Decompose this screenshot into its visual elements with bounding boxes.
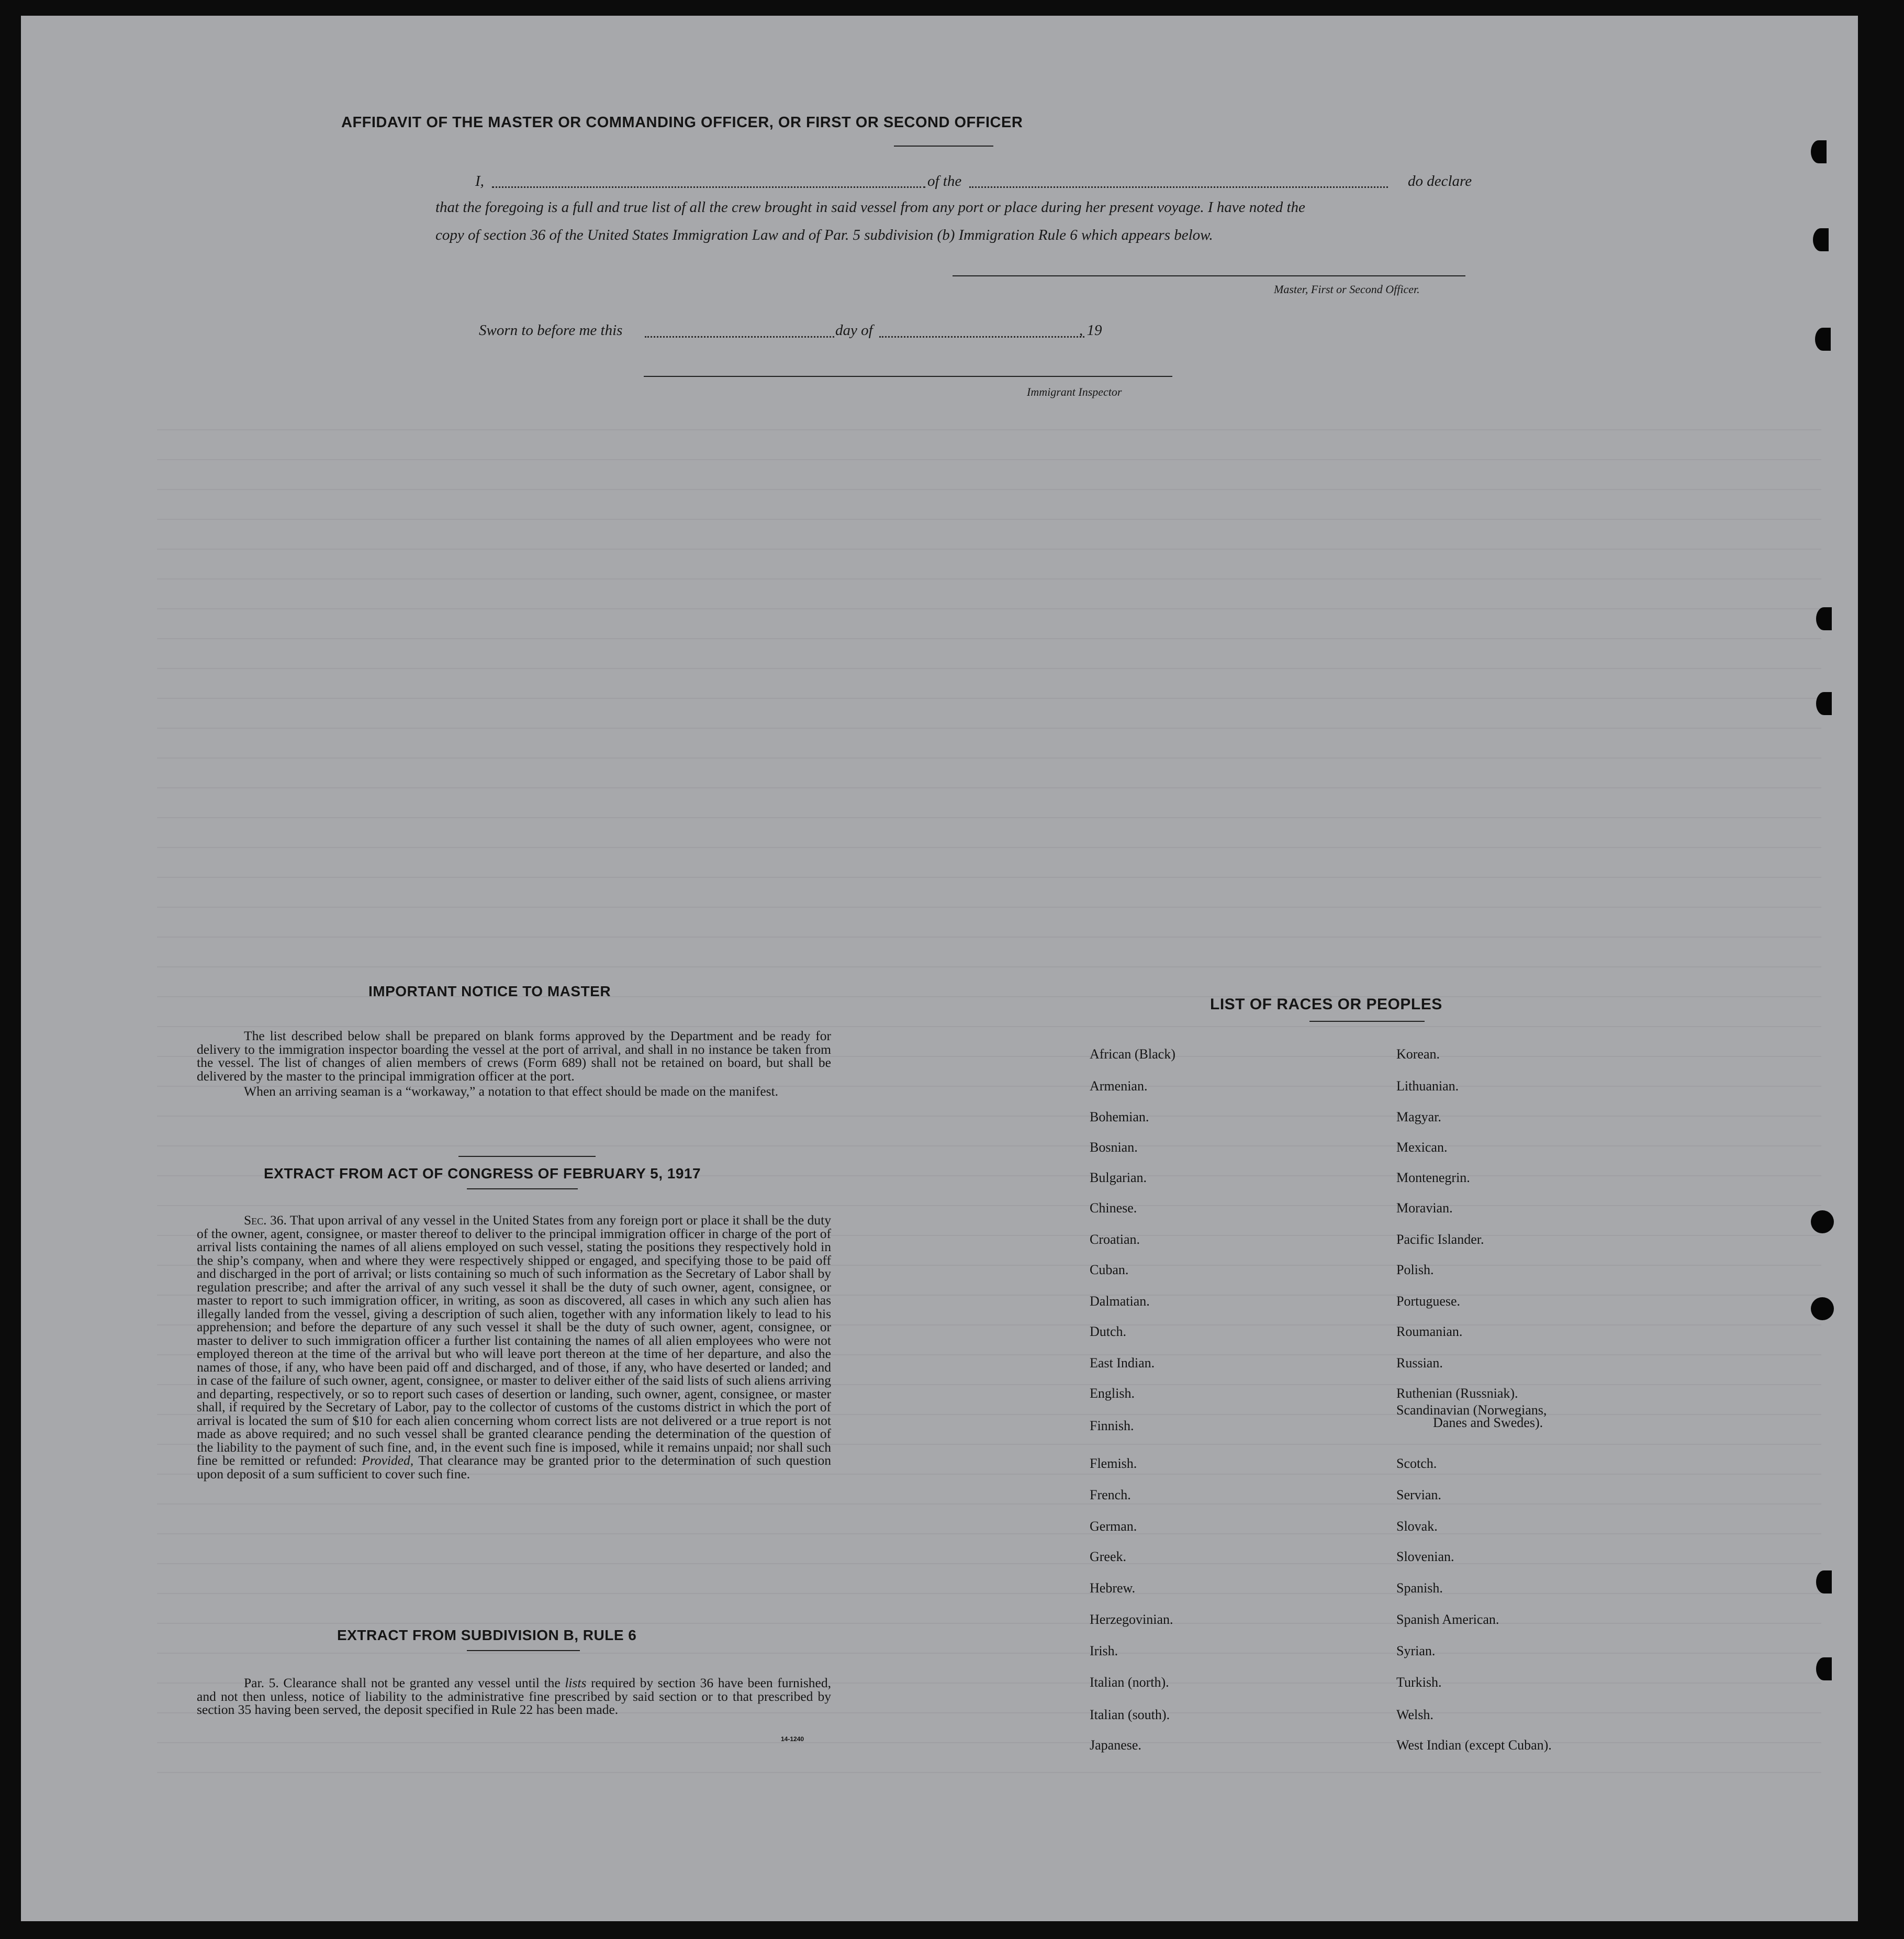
ghost-line [157, 489, 1821, 490]
title-divider [894, 146, 993, 147]
ghost-line [157, 549, 1821, 550]
rule-text-after: required by section 36 have been furnished, and not then unless, notice of liability to the administrative fine prescribed by said section or to that prescribed by section 35 having been served, the deposit specified in Rule 22 has been made. [197, 1675, 832, 1717]
ghost-line [157, 578, 1821, 580]
sworn-day-of: day of [835, 322, 873, 339]
race-item: French. [1090, 1487, 1131, 1502]
race-item: Magyar. [1396, 1109, 1441, 1124]
race-item: Turkish. [1396, 1675, 1442, 1690]
races-title: LIST OF RACES OR PEOPLES [1210, 996, 1442, 1013]
notice-body [197, 1029, 831, 1100]
punch-hole [1816, 1570, 1832, 1593]
race-item: Bosnian. [1090, 1140, 1138, 1155]
ghost-line [157, 787, 1821, 788]
race-item: African (Black) [1090, 1046, 1175, 1062]
provided-label: Provided, [362, 1453, 414, 1468]
races-divider [1309, 1021, 1425, 1022]
race-item: Roumanian. [1396, 1324, 1463, 1339]
ghost-line [157, 1116, 1821, 1117]
rule-text-before: Par. 5. Clearance shall not be granted any vessel until the [244, 1675, 561, 1690]
ghost-line [157, 1653, 1821, 1654]
ghost-line [157, 698, 1821, 699]
race-item: Mexican. [1396, 1140, 1448, 1155]
race-item: Slovak. [1396, 1519, 1438, 1534]
race-item: Dutch. [1090, 1324, 1127, 1339]
race-item: Lithuanian. [1396, 1078, 1459, 1094]
sworn-prefix: Sworn to before me this [479, 322, 623, 339]
name-blank [492, 186, 925, 188]
race-item: Italian (north). [1090, 1675, 1169, 1690]
master-signature-line [953, 275, 1465, 276]
punch-hole [1811, 1210, 1834, 1233]
ghost-line [157, 1563, 1821, 1564]
section-label: Sec. 36. [244, 1212, 287, 1228]
race-item: Italian (south). [1090, 1707, 1170, 1722]
ghost-line [157, 1742, 1821, 1743]
sworn-year: , 19 [1079, 322, 1102, 339]
race-item: Spanish American. [1396, 1612, 1499, 1627]
ghost-line [157, 429, 1821, 430]
act-divider [467, 1188, 578, 1189]
race-item: Ruthenian (Russniak). [1396, 1386, 1518, 1401]
inspector-signature-line [644, 376, 1172, 377]
race-item: Armenian. [1090, 1078, 1148, 1094]
lists-word: lists [565, 1675, 587, 1690]
ghost-line [157, 877, 1821, 878]
act-text-tail: That clearance may be granted prior to the determination of such question upon deposit of a sum sufficient to cover such fine. [197, 1453, 832, 1481]
sworn-month-blank [879, 336, 1084, 338]
punch-hole [1811, 140, 1827, 163]
ghost-line [157, 937, 1821, 938]
punch-hole [1815, 328, 1831, 351]
race-item: English. [1090, 1386, 1135, 1401]
act-title: EXTRACT FROM ACT OF CONGRESS OF FEBRUARY 5, 1917 [264, 1165, 701, 1182]
race-item: Portuguese. [1396, 1294, 1461, 1309]
notice-title: IMPORTANT NOTICE TO MASTER [368, 983, 611, 999]
ghost-line [157, 966, 1821, 967]
master-signature-caption: Master, First or Second Officer. [1274, 283, 1420, 296]
ghost-line [157, 728, 1821, 729]
ghost-line [157, 1205, 1821, 1206]
race-item: Chinese. [1090, 1200, 1137, 1216]
ghost-line [157, 1145, 1821, 1146]
race-item: Herzegovinian. [1090, 1612, 1173, 1627]
punch-hole [1816, 692, 1832, 715]
race-item: Flemish. [1090, 1456, 1137, 1471]
race-item: Bulgarian. [1090, 1170, 1147, 1185]
affidavit-of-the-label: of the [927, 173, 962, 190]
race-item: Servian. [1396, 1487, 1441, 1502]
race-item: Korean. [1396, 1046, 1440, 1062]
ghost-line [157, 907, 1821, 908]
punch-hole [1816, 607, 1832, 630]
affidavit-line-2: that the foregoing is a full and true list of all the crew brought in said vessel from any port or place during her present voyage. I have noted the [435, 199, 1305, 216]
race-item: West Indian (except Cuban). [1396, 1737, 1552, 1753]
ghost-line [157, 1533, 1821, 1534]
ghost-line [157, 519, 1821, 520]
race-item: Japanese. [1090, 1737, 1141, 1753]
race-item: Moravian. [1396, 1200, 1453, 1216]
ghost-line [157, 1593, 1821, 1594]
affidavit-declare-label: do declare [1408, 173, 1472, 190]
rule-divider [467, 1650, 580, 1651]
ghost-line [157, 459, 1821, 460]
race-item: Hebrew. [1090, 1580, 1136, 1596]
punch-hole [1813, 228, 1829, 251]
race-item: Greek. [1090, 1549, 1127, 1564]
race-item: Syrian. [1396, 1643, 1436, 1658]
ghost-line [157, 668, 1821, 669]
ghost-line [157, 847, 1821, 848]
race-scandinavian-continued: Danes and Swedes). [1433, 1415, 1543, 1430]
race-item: Scotch. [1396, 1456, 1437, 1471]
ghost-line [157, 638, 1821, 639]
ghost-line [157, 1503, 1821, 1505]
race-item: Croatian. [1090, 1232, 1140, 1247]
race-item: Bohemian. [1090, 1109, 1149, 1124]
race-item: Finnish. [1090, 1418, 1134, 1433]
ghost-line [157, 1772, 1821, 1773]
act-text: That upon arrival of any vessel in the United States from any foreign port or place it shall be the duty of the owner, agent, consignee, or master thereof to deliver to the principal immigration officer in charge of the port of arrival lists containing the names of all aliens employed on such vessel, stating the positions they respectively hold in the ship’s company, when and where they were respectively shipped or engaged, and specifying those to be paid off and discharged in the port of arrival; or lists containing so much of such information as the Secretary of Labor shall by regulation prescribe; and after the arrival of any such vessel it shall be the duty of such owner, agent, consignee, or master to report to such immigration officer, in writing, as soon as discovered, all cases in which any such alien has illegally landed from the vessel, giving a description of such alien, together with any information likely to lead to his apprehension; and before the departure of any such vessel it shall be the duty of such owner, agent, consignee, or master to deliver to such immigration officer a further list containing the names of all alien employees who were not employed thereon at the time of the arrival but who will leave port thereon at the time of her departure, and also the names of those, if any, who have been paid off and discharged, and of those, if any, who have deserted or landed; and in case of the failure of such owner, agent, consignee, or master to deliver either of the said lists of such aliens arriving and departing, respectively, or so to report such cases of desertion or landing, such owner, agent, consignee, or master shall, if required by the Secretary of Labor, pay to the collector of customs of the customs district in which the port of arrival is located the sum of $10 for each alien concerning whom correct lists are not delivered or a true report is not made as above required; and no such vessel shall be granted clearance pending the determination of the question of the liability to the payment of such fine, and, in the event such fine is imposed, while it remains unpaid; nor shall such fine be remitted or refunded: [197, 1212, 831, 1468]
ghost-line [157, 608, 1821, 609]
race-item: Russian. [1396, 1355, 1443, 1370]
affidavit-i-label: I, [475, 173, 484, 190]
race-item: Slovenian. [1396, 1549, 1454, 1564]
notice-divider [458, 1156, 596, 1157]
ghost-line [157, 817, 1821, 818]
inspector-caption: Immigrant Inspector [1027, 385, 1122, 398]
vessel-blank [969, 186, 1388, 188]
affidavit-title: AFFIDAVIT OF THE MASTER OR COMMANDING OFFICER, OR FIRST OR SECOND OFFICER [341, 114, 1023, 131]
ghost-line [157, 1026, 1821, 1027]
race-item: Scandinavian (Norwegians, [1396, 1402, 1547, 1418]
rule-body [197, 1676, 831, 1719]
race-item: Montenegrin. [1396, 1170, 1470, 1185]
race-item: Dalmatian. [1090, 1294, 1150, 1309]
notice-paragraph-1: The list described below shall be prepared on blank forms approved by the Department and be ready for delivery to the immigration inspector boarding the vessel at the port of arrival, and shall in no instance be taken from the vessel. The list of changes of alien members of crews (Form 689) shall not be retained on board, but shall be delivered by the master to the principal immigration officer at the port. [197, 1028, 831, 1084]
race-item: East Indian. [1090, 1355, 1155, 1370]
race-item: German. [1090, 1519, 1137, 1534]
rule-title: EXTRACT FROM SUBDIVISION B, RULE 6 [337, 1627, 637, 1643]
race-item: Spanish. [1396, 1580, 1443, 1596]
affidavit-line-3: copy of section 36 of the United States Immigration Law and of Par. 5 subdivision (b) Immigration Rule 6 which appears below. [435, 227, 1213, 243]
notice-paragraph-2: When an arriving seaman is a “workaway,” a notation to that effect should be made on the manifest. [244, 1084, 779, 1099]
race-item: Pacific Islander. [1396, 1232, 1484, 1247]
form-number: 14-1240 [781, 1735, 804, 1743]
race-item: Cuban. [1090, 1262, 1129, 1277]
race-item: Polish. [1396, 1262, 1434, 1277]
ghost-line [157, 757, 1821, 759]
ghost-line [157, 1623, 1821, 1624]
sworn-day-blank [645, 336, 834, 338]
act-body [197, 1213, 831, 1483]
punch-hole [1816, 1657, 1832, 1680]
punch-hole [1811, 1297, 1834, 1320]
document-page [21, 16, 1858, 1921]
race-item: Irish. [1090, 1643, 1118, 1658]
race-item: Welsh. [1396, 1707, 1433, 1722]
